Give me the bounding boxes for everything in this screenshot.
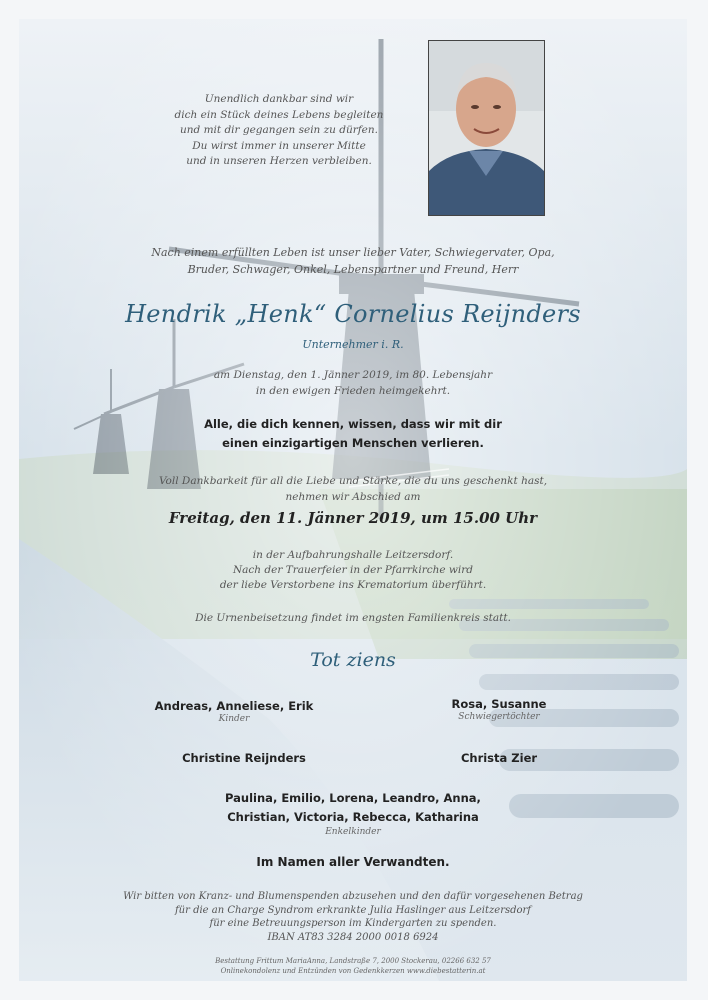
thanks-line: nehmen wir Abschied am <box>285 491 421 503</box>
footer-line: Onlinekondolenz und Entzünden von Gedenkkerzen www.diebestatterin.at <box>220 967 486 975</box>
on-behalf-text: Im Namen aller Verwandten. <box>256 855 450 869</box>
donation-line: für eine Betreuungsperson im Kindergarten zu spenden. <box>209 918 497 929</box>
daughters-in-law-label: Schwiegertöchter <box>458 712 540 722</box>
sibling-name: Christine Reijnders <box>182 751 306 765</box>
intro-text <box>19 244 687 278</box>
funeral-home-footer <box>19 956 687 976</box>
urn-notice: Die Urnenbeisetzung findet im engsten Familienkreis statt. <box>195 612 511 624</box>
intro-line: Bruder, Schwager, Onkel, Lebenspartner und Freund, Herr <box>187 263 519 276</box>
poem-line: dich ein Stück deines Lebens begleiten <box>174 108 384 121</box>
death-notice-line: am Dienstag, den 1. Jänner 2019, im 80. Lebensjahr <box>213 369 493 381</box>
donation-line: Wir bitten von Kranz- und Blumenspenden abzusehen und den dafür vorgesehenen Betrag <box>123 891 583 902</box>
grandchildren-label: Enkelkinder <box>325 827 381 837</box>
grandchildren-line: Christian, Victoria, Rebecca, Katharina <box>227 810 479 824</box>
funeral-place <box>19 548 687 593</box>
place-line: in der Aufbahrungshalle Leitzersdorf. <box>252 549 454 561</box>
poem-line: Du wirst immer in unserer Mitte <box>192 139 366 152</box>
poem <box>109 92 449 170</box>
footer-line: Bestattung Frittum MariaAnna, Landstraße 7, 2000 Stockerau, 02266 632 57 <box>215 957 491 965</box>
donation-line: für die an Charge Syndrom erkrankte Julia Haslinger aus Leitzersdorf <box>174 904 532 916</box>
daughters-in-law-names: Rosa, Susanne <box>451 697 547 711</box>
funeral-datetime: Freitag, den 11. Jänner 2019, um 15.00 Uhr <box>168 509 538 527</box>
quote-line: Alle, die dich kennen, wissen, dass wir mit dir <box>204 417 502 431</box>
place-line: der liebe Verstorbene ins Krematorium überführt. <box>219 579 487 591</box>
thanks-text <box>19 473 687 505</box>
intro-line: Nach einem erfüllten Leben ist unser lieber Vater, Schwiegervater, Opa, <box>151 246 555 259</box>
grandchildren-names <box>19 789 687 827</box>
children-label: Kinder <box>218 714 250 724</box>
farewell-heading: Tot ziens <box>310 649 396 671</box>
poem-line: Unendlich dankbar sind wir <box>204 93 354 105</box>
quote <box>19 415 687 453</box>
death-notice-line: in den ewigen Frieden heimgekehrt. <box>255 385 451 397</box>
poem-line: und in unseren Herzen verbleiben. <box>186 155 372 167</box>
poem-line: und mit dir gegangen sein zu dürfen. <box>179 124 378 136</box>
donation-request <box>19 890 687 944</box>
partner-name: Christa Zier <box>460 751 538 765</box>
obituary-frame <box>19 19 687 981</box>
donation-iban: IBAN AT83 3284 2000 0018 6924 <box>267 931 439 943</box>
deceased-title: Unternehmer i. R. <box>302 338 404 351</box>
place-line: Nach der Trauerfeier in der Pfarrkirche wird <box>232 564 474 576</box>
thanks-line: Voll Dankbarkeit für all die Liebe und Stärke, die du uns geschenkt hast, <box>158 475 548 487</box>
children-names: Andreas, Anneliese, Erik <box>154 699 314 713</box>
deceased-name: Hendrik „Henk“ Cornelius Reijnders <box>125 300 581 328</box>
quote-line: einen einzigartigen Menschen verlieren. <box>222 436 484 450</box>
grandchildren-line: Paulina, Emilio, Lorena, Leandro, Anna, <box>225 791 481 805</box>
death-notice <box>19 367 687 399</box>
